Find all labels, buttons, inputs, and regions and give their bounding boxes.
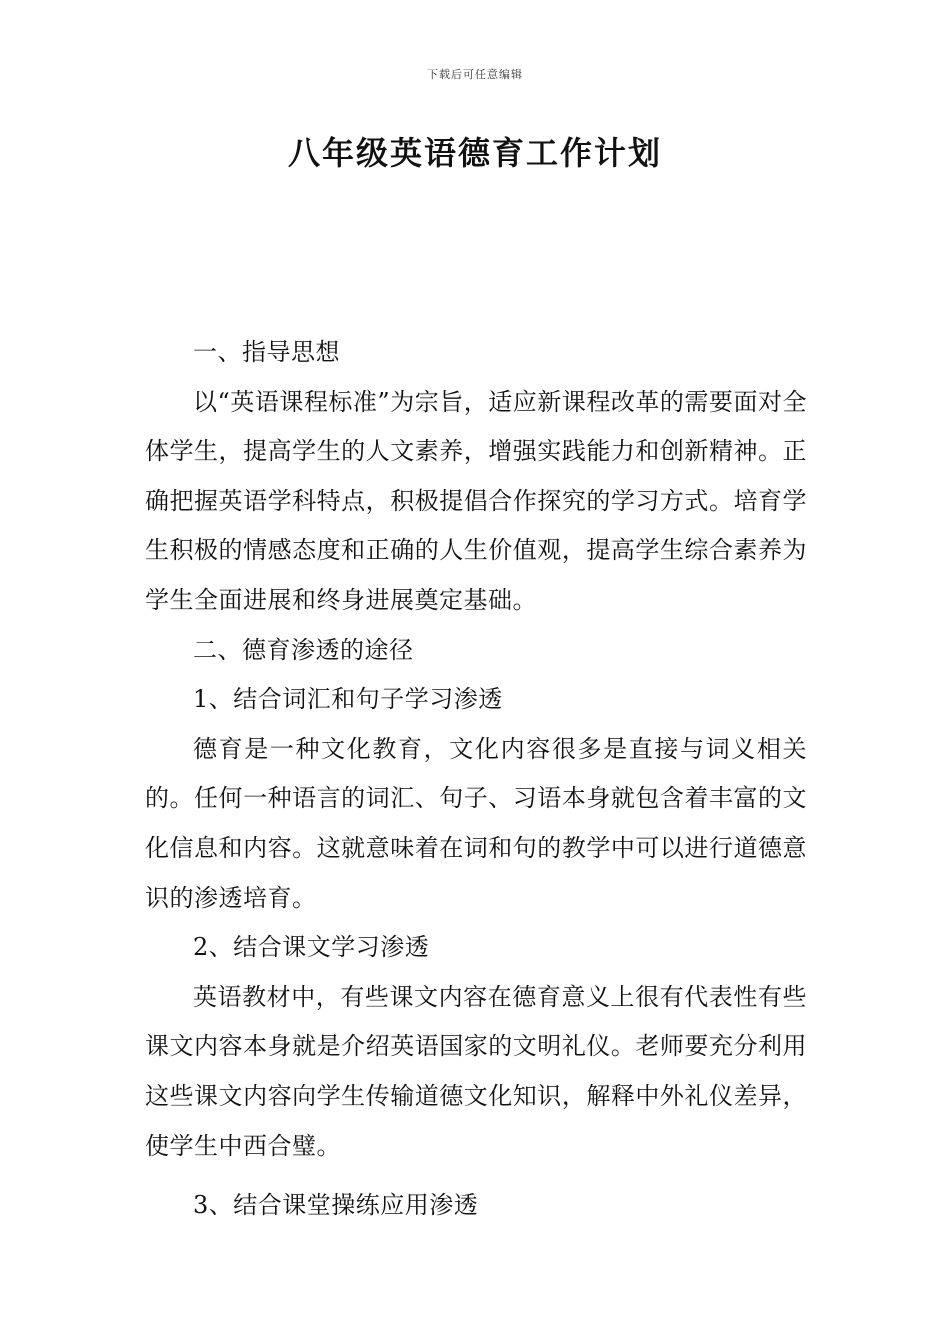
header-note: 下载后可任意编辑	[427, 68, 523, 81]
section-heading-moral-education-paths: 二、德育渗透的途径	[193, 635, 414, 664]
section-heading-guiding-thought: 一、指导思想	[193, 338, 340, 366]
paragraph-guiding-thought: 以“英语课程标准”为宗旨，适应新课程改革的需要面对全体学生，提高学生的人文素养，增强实践能力和创新精神。正确把握英语学科特点，积极提倡合作探究的学习方式。培育学生积极的情感态度和正确的人生价值观，提高学生综合素养为学生全面进展和终身进展奠定基础。	[145, 387, 807, 614]
paragraph-text-learning: 英语教材中，有些课文内容在德育意义上很有代表性有些课文内容本身就是介绍英语国家的文明礼仪。老师要充分利用这些课文内容向学生传输道德文化知识，解释中外礼仪差异，使学生中西合璧。	[145, 982, 807, 1160]
subsection-heading-classroom-practice: 3、结合课堂操练应用渗透	[193, 1191, 479, 1220]
subsection-heading-vocabulary-sentences: 1、结合词汇和句子学习渗透	[193, 685, 503, 714]
subsection-heading-text-learning: 2、结合课文学习渗透	[193, 933, 430, 962]
paragraph-vocabulary-sentences: 德育是一种文化教育，文化内容很多是直接与词义相关的。任何一种语言的词汇、句子、习语本身就包含着丰富的文化信息和内容。这就意味着在词和句的教学中可以进行道德意识的渗透培育。	[145, 734, 807, 912]
spacer	[145, 1171, 807, 1181]
document-body	[145, 328, 807, 1231]
document-title: 八年级英语德育工作计划	[287, 134, 662, 172]
